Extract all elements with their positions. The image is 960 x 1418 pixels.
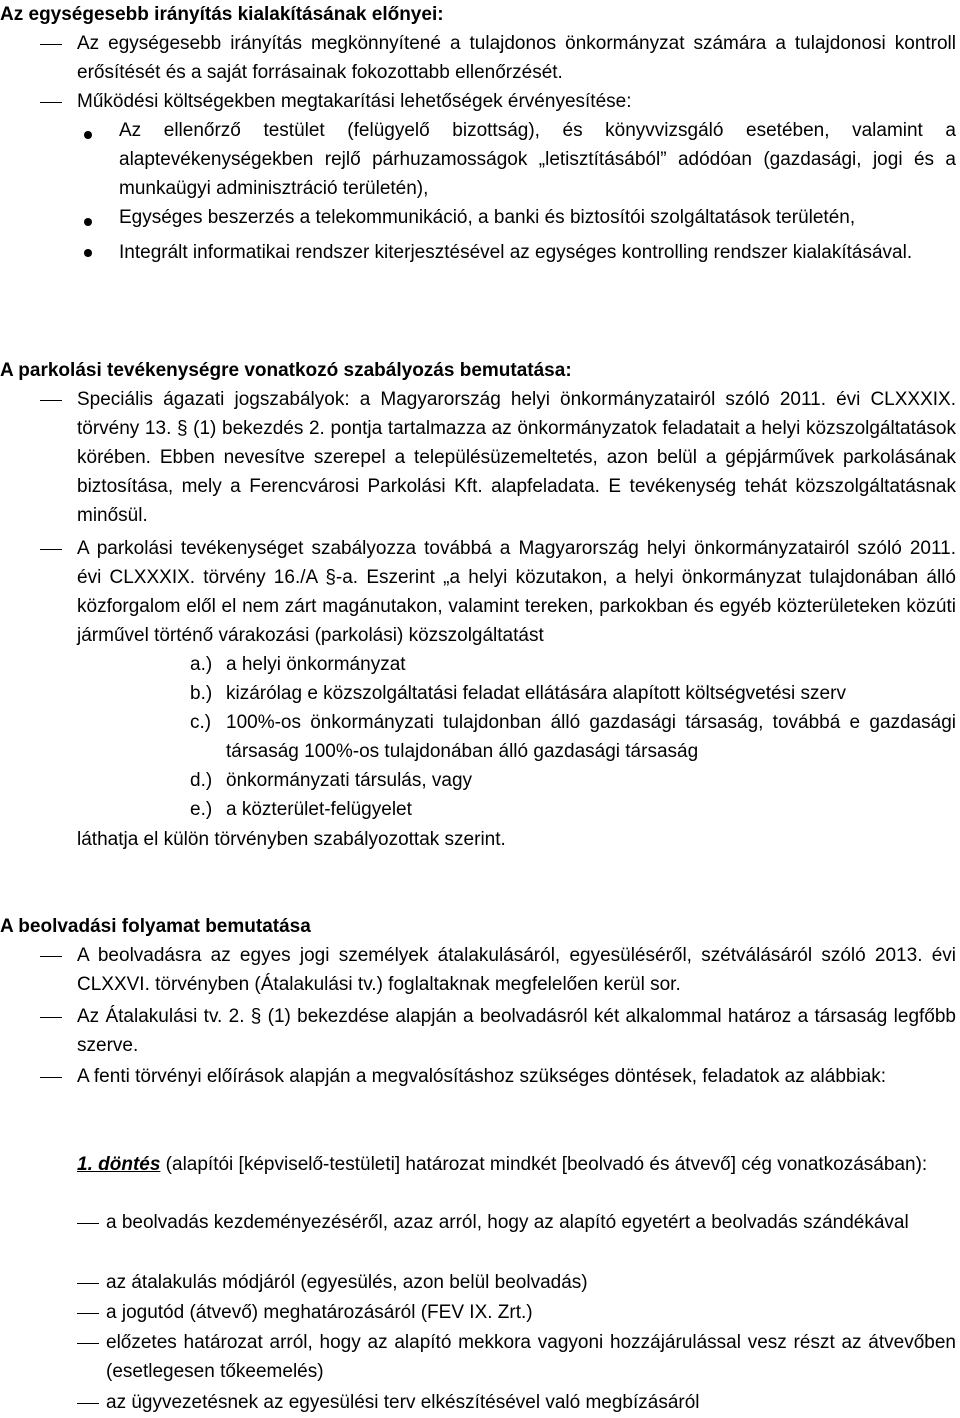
list-item: előzetes határozat arról, hogy az alapító mekkora vagyoni hozzájárulással vesz részt az átvevőben (esetlegesen tőkeemelés)	[106, 1332, 956, 1382]
section-heading-merger: A beolvadási folyamat bemutatása	[0, 916, 311, 937]
list-item: Működési költségekben megtakarítási lehetőségek érvényesítése:	[77, 91, 632, 112]
list-item: A beolvadásra az egyes jogi személyek átalakulásáról, egyesüléséről, szétválásáról szóló 2013. évi CLXXVI. törvényben (Átalakulási tv.) foglaltaknak megfelelően kerül sor.	[77, 945, 956, 995]
alpha-text: önkormányzati társulás, vagy	[226, 770, 473, 791]
decision-title: 1. döntés	[77, 1154, 161, 1175]
list-item: A fenti törvényi előírások alapján a megvalósításhoz szükséges döntések, feladatok az alábbiak:	[77, 1066, 887, 1087]
alpha-label: c.)	[190, 712, 212, 733]
list-item: Az Átalakulási tv. 2. § (1) bekezdése alapján a beolvadásról két alkalommal határoz a társaság legfőbb szerve.	[77, 1006, 956, 1056]
dash-bullet-icon	[40, 549, 62, 550]
dash-bullet-icon	[77, 1223, 99, 1224]
list-item: Az egységesebb irányítás megkönnyítené a tulajdonos önkormányzat számára a tulajdonosi kontroll erősítését és a saját forrásainak fokozottabb ellenőrzését.	[77, 33, 956, 83]
dash-bullet-icon	[77, 1343, 99, 1344]
decision-paragraph	[77, 1150, 956, 1179]
section-heading-parking: A parkolási tevékenységre vonatkozó szabályozás bemutatása:	[0, 360, 572, 381]
alpha-text: 100%-os önkormányzati tulajdonban álló gazdasági társaság, továbbá e gazdasági társaság 100%-os tulajdonában álló gazdasági társaság	[226, 712, 956, 762]
alpha-label: a.)	[190, 654, 213, 675]
list-item: az átalakulás módjáról (egyesülés, azon belül beolvadás)	[106, 1272, 588, 1293]
dash-bullet-icon	[40, 400, 62, 401]
closing-text: láthatja el külön törvényben szabályozottak szerint.	[77, 829, 506, 850]
alpha-text: a helyi önkormányzat	[226, 654, 406, 675]
alpha-label: e.)	[190, 799, 213, 820]
dash-bullet-icon	[40, 1077, 62, 1078]
dot-bullet-icon	[84, 131, 92, 139]
alpha-label: d.)	[190, 770, 213, 791]
dash-bullet-icon	[77, 1313, 99, 1314]
list-item: A parkolási tevékenységet szabályozza továbbá a Magyarország helyi önkormányzatairól szóló 2011. évi CLXXXIX. törvény 16./A §-a. Eszerint „a helyi közutakon, a helyi önkormányzat tulajdonában álló közforgalom elől el nem zárt magánutakon, valamint tereken, parkokban és egyéb közterületeken közúti járművel történő várakozási (parkolási) közszolgáltatást	[77, 538, 956, 646]
dash-bullet-icon	[40, 44, 62, 45]
list-item: Egységes beszerzés a telekommunikáció, a banki és biztosítói szolgáltatások területén,	[119, 207, 856, 228]
list-item: Speciális ágazati jogszabályok: a Magyarország helyi önkormányzatairól szóló 2011. évi CLXXXIX. törvény 13. § (1) bekezdés 2. pontja tartalmazza az önkormányzatok feladatait a helyi közszolgáltatások körében. Ebben nevesítve szerepel a településüzemeltetés, azon belül a gépjárművek parkolásának biztosítása, mely a Ferencvárosi Parkolási Kft. alapfeladata. E tevékenység tehát közszolgáltatásnak minősül.	[77, 389, 956, 526]
list-item: a beolvadás kezdeményezéséről, azaz arról, hogy az alapító egyetért a beolvadás szándékával	[106, 1212, 909, 1233]
decision-text: (alapítói [képviselő-testületi] határozat mindkét [beolvadó és átvevő] cég vonatkozásában):	[160, 1154, 928, 1175]
list-item: Az ellenőrző testület (felügyelő bizottság), és könyvvizsgáló esetében, valamint a alaptevékenységekben rejlő párhuzamosságok „letisztításából” adódóan (gazdasági, jogi és a munkaügyi adminisztráció területén),	[119, 120, 956, 199]
dash-bullet-icon	[40, 1017, 62, 1018]
dash-bullet-icon	[77, 1403, 99, 1404]
list-item: az ügyvezetésnek az egyesülési terv elkészítésével való megbízásáról	[106, 1392, 700, 1413]
dash-bullet-icon	[77, 1283, 99, 1284]
alpha-text: kizárólag e közszolgáltatási feladat ellátására alapított költségvetési szerv	[226, 683, 846, 704]
dot-bullet-icon	[84, 218, 92, 226]
dash-bullet-icon	[40, 956, 62, 957]
list-item: Integrált informatikai rendszer kiterjesztésével az egységes kontrolling rendszer kialakításával.	[119, 242, 913, 263]
dash-bullet-icon	[40, 102, 62, 103]
alpha-label: b.)	[190, 683, 213, 704]
section-heading-advantages: Az egységesebb irányítás kialakításának előnyei:	[0, 4, 444, 25]
list-item: a jogutód (átvevő) meghatározásáról (FEV IX. Zrt.)	[106, 1302, 533, 1323]
dot-bullet-icon	[84, 249, 92, 257]
alpha-text: a közterület-felügyelet	[226, 799, 412, 820]
